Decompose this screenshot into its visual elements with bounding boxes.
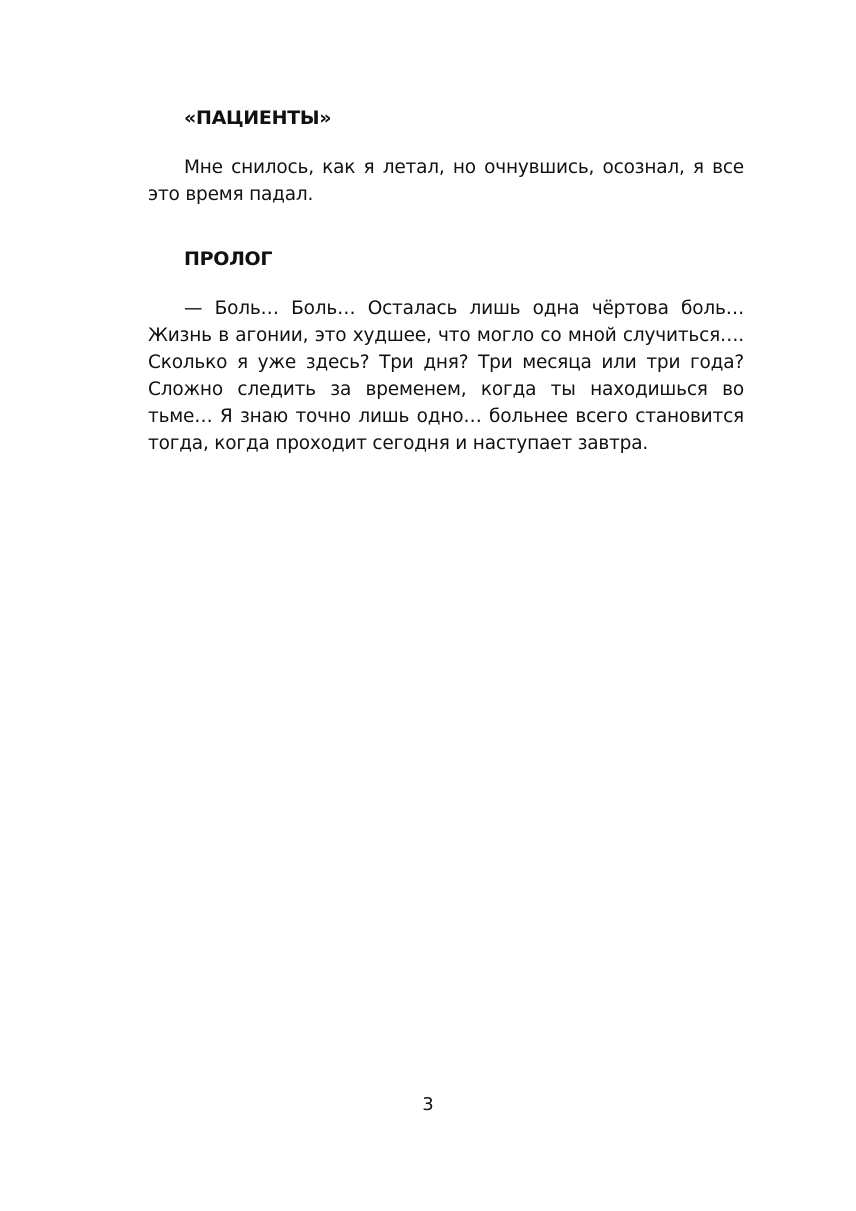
- epigraph-paragraph: Мне снилось, как я летал, но очнувшись, осознал, я все это время падал.: [148, 157, 744, 205]
- prologue-paragraph: — Боль… Боль… Осталась лишь одна чёртова боль… Жизнь в агонии, это худшее, что могло со мной случиться…. Сколько я уже здесь? Три дня? Три месяца или три года? Сложно следить за временем, когда ты находишься во тьме… Я знаю точно лишь одно… больнее всего становится тогда, когда проходит сегодня и наступает завтра.: [148, 298, 744, 454]
- page-body: [148, 104, 744, 457]
- book-title: «ПАЦИЕНТЫ»: [184, 107, 332, 129]
- page-number: 3: [422, 1094, 434, 1115]
- section-title: ПРОЛОГ: [184, 248, 273, 270]
